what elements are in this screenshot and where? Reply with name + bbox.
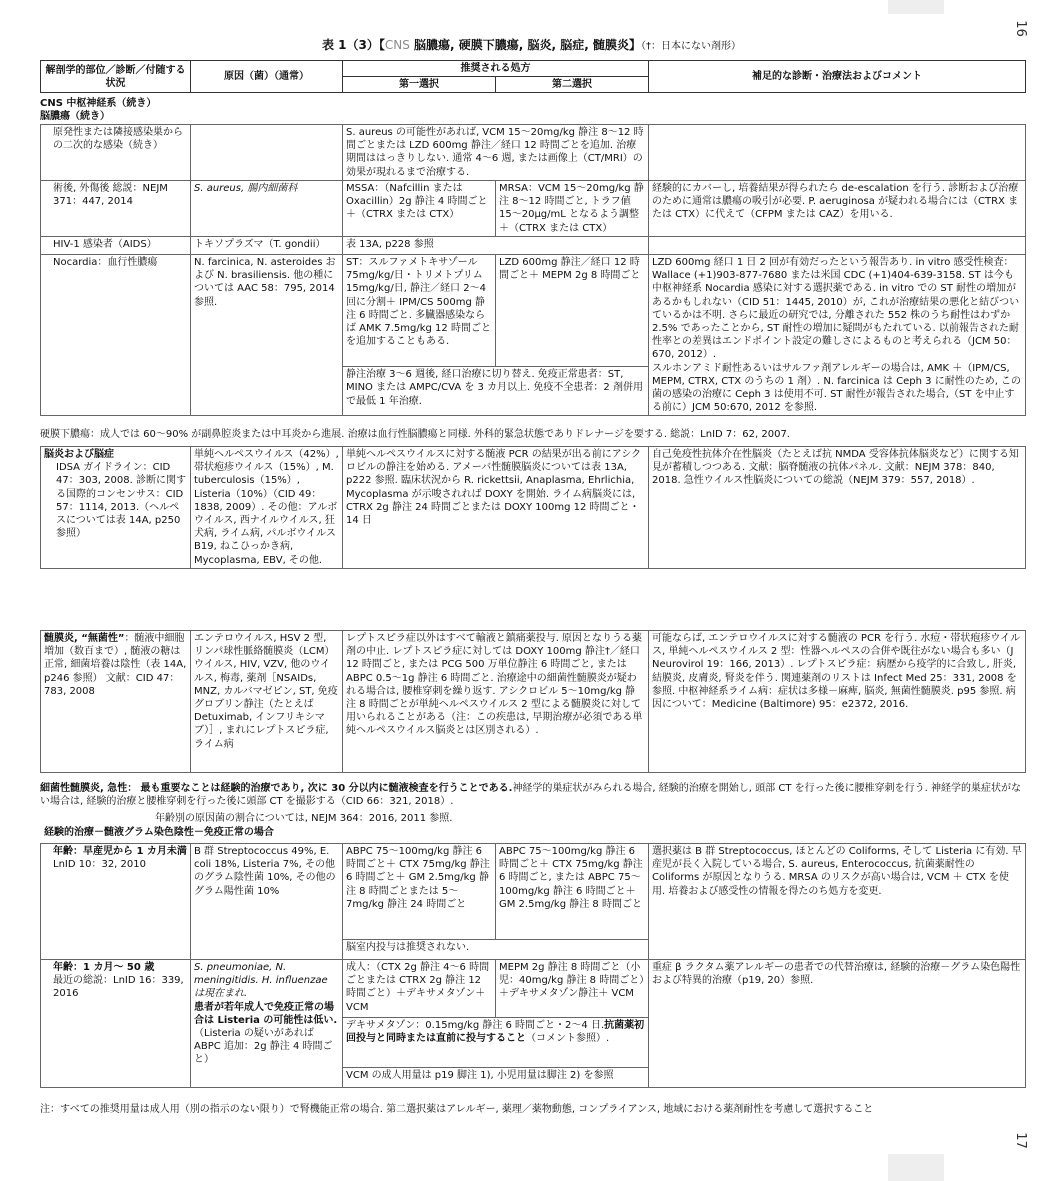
row-first-choice: MSSA：（Nafcillin または Oxacillin）2g 静注 4 時間ごと ＋（CTRX または CTX） [343,181,496,237]
bacterial-lead: 細菌性髄膜炎, 急性： [40,783,138,794]
cause-organisms: S. pneumoniae, N. meningitidis. H. influenzae は現在まれ. [194,962,328,1000]
row-site-title: 年齢：早産児から 1 カ月未満 [53,846,187,857]
row-regimen: 単純ヘルペスウイルスに対する髄液 PCR の結果が出る前にアシクロビルの静注を始める. アメーバ性髄膜脳炎については表 13A, p222 参照. 臨床状況から R. rickettsii, Anaplasma, Ehrlichia, Mycoplasma が示唆されれば DOXY を開始. ライム病脳炎には, CTRX 2g 静注 24 時間ごとまたは DOXY 100mg 12 時間ごと・14 日 [343,447,649,569]
bacterial-emphasis: 最も重要なことは経験的治療であり, 次に 30 分以内に髄液検査を行うことである. [140,783,513,794]
row-regimen: レプトスピラ症以外はすべて輸液と鎮痛薬投与. 原因となりうる薬剤の中止. レプトスピラ症に対しては DOXY 100mg 静注†／経口 12 時間ごと, または PCG 500 万単位静注 6 時間ごと, または ABPC 0.5～1g 静注 6 時間ごと. 治療途中の細菌性髄膜炎が疑われる場合は, 腰椎穿刺を繰り返す. アシクロビル 5～10mg/kg 静注 8 時間ごとが単純ヘルペスウイルス 2 型による髄膜炎に対して用いられることがある（注：この疾患は, 早期治療が必須である単純ヘルペスウイルス脳炎とは区別される）. [343,631,649,773]
row-first-choice: 成人：（CTX 2g 静注 4～6 時間ごとまたは CTRX 2g 静注 12 時間ごと）＋デキサメタゾン＋ VCM [343,960,496,1018]
aseptic-meningitis-table [40,630,1026,773]
row-site-title: 脳炎および脳症 [44,449,114,460]
table-row [41,237,1026,255]
footnote: 注：すべての推奨用量は成人用（別の指示のない限り）で腎機能正常の場合. 第二選択薬はアレルギー, 薬理／薬物動態, コンプライアンス, 地域における薬剤耐性を考慮して選択すること [40,1104,874,1115]
row-site [41,631,191,773]
row-dexamethasone [343,1018,649,1068]
bottom-page-tab [888,1154,944,1181]
title-prefix: 表 1（3）【 [322,38,385,52]
title-cns: CNS [384,38,410,52]
comment-part-1: LZD 600mg 経口 1 日 2 回が有効だったという報告あり. in vitro 感受性検査：Wallace (+1)903-877-7680 または米国 CDC (+1)404-639-3158. ST は今も中枢神経系 Nocardia 感染に対する選択薬である. in vitro での ST 耐性の増加があるかもしれない（CID 51：1445, 2010）が, これが治療結果の悪化と結びついているかは不明. さらに最近の研究では, 分離された 552 株のうち耐性はわずか 2.5% であったことから, ST 耐性の増加に疑問がもたれている. 以前報告された耐性率との差異はエンドポイント設定の難しさによるものと考えられる（JCM 50：670, 2012）. [652,257,1020,361]
section-subheading-abscess: 脳膿瘍（続き） [40,111,110,122]
table-row [41,844,1026,940]
row-cause: N. farcinica, N. asteroides および N. brasiliensis. 他の種については AAC 58：795, 2014 参照. [191,255,343,416]
row-site [41,844,191,960]
row-site-detail: 最近の総説：LnID 16：339, 2016 [53,975,184,1000]
row-second-choice: ABPC 75～100mg/kg 静注 6 時間ごと＋ CTX 75mg/kg 静注 6 時間ごと, または ABPC 75～100mg/kg 静注 6 時間ごと＋ GM 2.5mg/kg 静注 8 時間ごと [496,844,649,940]
encephalitis-table [40,446,1026,569]
title-note: （†：日本にない剤形） [641,41,741,52]
row-second-choice: MRSA：VCM 15～20mg/kg 静注 8～12 時間ごと, トラフ値 15～20μg/mL となるよう調整＋（CTRX または CTX） [496,181,649,237]
table-title [0,38,1063,54]
table-row [41,447,1026,569]
cause-listeria-addon: （Listeria の疑いがあれば ABPC 追加：2g 静注 4 時間ごと） [194,1027,333,1066]
row-site: HIV-1 感染者（AIDS） [41,237,191,255]
title-main: 脳膿瘍, 硬膜下膿瘍, 脳炎, 脳症, 髄膜炎】 [409,38,641,52]
row-comment [649,237,1026,255]
header-regimen: 推奨される処方 [343,61,649,77]
row-site: Nocardia：血行性膿瘍 [41,255,191,416]
table-row [41,631,1026,773]
brain-abscess-table [40,124,1026,416]
table-row [41,181,1026,237]
page-number-top: 16 [1012,20,1028,37]
section-heading-cns: CNS 中枢神経系（続き） [40,98,157,109]
row-vcm-note: VCM の成人用量は p19 脚注 1), 小児用量は脚注 2) を参照 [343,1068,649,1088]
row-cause: S. aureus, 腸内細菌科 [191,181,343,237]
row-site [41,960,191,1088]
bacterial-subheading: 経験的治療－髄液グラム染色陰性－免疫正常の場合 [44,827,274,838]
row-comment: 選択薬は B 群 Streptococcus, ほとんどの Coliforms, そして Listeria に有効. 早産児が長く入院している場合, S. aureus, Enterococcus, 抗菌薬耐性の Coliforms が原因となりうる. MRSA のリスクが高い場合は, VCM ＋ CTX を使用. 培養および感受性の情報を得たのち処方を変更. [649,844,1026,960]
table-row [41,125,1026,181]
row-first-choice: ABPC 75～100mg/kg 静注 6 時間ごと＋ CTX 75mg/kg 静注 6 時間ごと＋ GM 2.5mg/kg 静注 8 時間ごとまたは 5～7mg/kg 静注 24 時間ごと [343,844,496,940]
dexa-dose: デキサメタゾン：0.15mg/kg 静注 6 時間ごと・2～4 日. [346,1020,605,1031]
row-cause [191,960,343,1088]
header-site: 解剖学的部位／診断／付随する状況 [41,61,191,93]
table-row [41,960,1026,1018]
dexa-timing: 抗菌薬初回投与と同時または直前に投与すること [346,1020,645,1045]
row-first-choice: ST：スルファメトキサゾール 75mg/kg/日・トリメトプリム 15mg/kg/日, 静注／経口 2～4 回に分割＋ IPM/CS 500mg 静注 6 時間ごと. 多臓器感染ならば AMK 7.5mg/kg 12 時間ごとを追加することもある. [343,255,496,367]
row-comment [649,125,1026,181]
header-cause: 原因（菌）（通常） [191,61,343,93]
page-number-bottom: 17 [1012,1132,1028,1149]
row-cause: 単純ヘルペスウイルス（42%）, 帯状疱疹ウイルス（15%）, M. tuberculosis（15%）, Listeria（10%）（CID 49：1838, 2009）. その他：アルボウイルス, 西ナイルウイルス, 狂犬病, ライム病, パルボウイルス B19, ねこひっかき病, Mycoplasma, EBV, その他. [191,447,343,569]
row-cause [191,125,343,181]
row-site-title: 年齢：1 カ月～ 50 歳 [53,962,155,973]
subdural-empyema-note: 硬膜下膿瘍：成人では 60～90% が副鼻腔炎または中耳炎から進展. 治療は血行性脳膿瘍と同様. 外科的緊急状態でありドレナージを要する. 総説：LnID 7：62, 2007. [40,429,790,440]
header-first-choice: 第一選択 [343,77,496,93]
bacterial-age-reference: 年齢別の原因菌の割合については, NEJM 364：2016, 2011 参照. [155,813,453,824]
row-site: 術後, 外傷後 総説：NEJM 371：447, 2014 [41,181,191,237]
bacterial-meningitis-intro [40,782,1025,808]
row-regimen-note: 脳室内投与は推奨されない. [343,940,649,960]
row-site-detail: LnID 10：32, 2010 [53,859,146,871]
bacterial-rest: 神経学的巣症状がみられる場合, 経験的治療を開始し, 頭部 CT を行った後に腰椎穿刺を行う. 神経学的巣症状がない場合は, 経験的治療と腰椎穿刺を行った後に頭部 CT を撮影する（CID 66：321, 2018）. [40,783,1021,808]
table-header [40,60,1026,93]
row-site-detail: IDSA ガイドライン：CID 47：303, 2008. 診断に関する国際的コンセンサス：CID 57：1114, 2013.（ヘルペスについては表 14A, p250 参照） [56,462,186,540]
top-page-tab [888,0,944,14]
bacterial-meningitis-table [40,843,1026,1088]
row-comment: 可能ならば, エンテロウイルスに対する髄液の PCR を行う. 水痘・帯状疱疹ウイルス, 単純ヘルペスウイルス 2 型：性器ヘルペスの合併や既往がない場合も多い（J Neurovirol 19：166, 2013）. レプトスピラ症：病歴から疫学的に合致し, 肝炎, 結膜炎, 皮膚炎, 腎炎を伴う. 関連薬剤のリストは Infect Med 25：331, 2008 を参照. 中枢神経系ライム病：症状は多様－麻痺, 脳炎, 無菌性髄膜炎. p95 参照. 病因について：Medicine (Baltimore) 95：e2372, 2016. [649,631,1026,773]
row-cause: エンテロウイルス, HSV 2 型, リンパ球性脈絡髄膜炎（LCM）ウイルス, HIV, VZV, 他のウイルス, 梅毒, 薬剤［NSAIDs, MNZ, カルバマゼピン, ST, 免疫グロブリン静注（たとえば Detuximab, インフリキシマブ）］, まれにレプトスピラ症, ライム病 [191,631,343,773]
row-cause: トキソプラズマ（T. gondii） [191,237,343,255]
row-site: 原発性または隣接感染巣からの二次的な感染（続き） [41,125,191,181]
row-regimen-followup: 静注治療 3～6 週後, 経口治療に切り替え. 免疫正常患者：ST, MINO または AMPC/CVA を 3 カ月以上. 免疫不全患者：2 剤併用で最低 1 年治療. [343,367,649,416]
comment-part-2: スルホンアミド耐性あるいはサルファ剤アレルギーの場合は, AMK ＋（IPM/CS, MEPM, CTRX, CTX のうちの 1 剤）. N. farcinica は Ceph 3 に耐性のため, この菌の感染の治療に Ceph 3 は使用不可. ST 耐性が報告された場合,（ST を中止する前に）JCM 50:670, 2012 を参照. [652,362,1022,414]
row-cause: B 群 Streptococcus 49%, E. coli 18%, Listeria 7%, その他のグラム陰性菌 10%, その他のグラム陽性菌 10% [191,844,343,960]
table-row [41,255,1026,367]
row-comment: 重症 β ラクタム薬アレルギーの患者での代替治療は, 経験的治療－グラム染色陽性および特異的治療（p19, 20）参照. [649,960,1026,1088]
row-comment: 自己免疫性抗体介在性脳炎（たとえば抗 NMDA 受容体抗体脳炎など）に関する知見が蓄積しつつある. 文献：脳脊髄液の抗体パネル. 文献：NEJM 378：840, 2018. 急性ウイルス性脳炎についての総説（NEJM 379：557, 2018）. [649,447,1026,569]
row-site-detail: ：髄液中細胞増加（数百まで）, 髄液の糖は正常, 細菌培養は陰性（表 14A, p246 参照） 文献：CID 47：783, 2008 [44,633,187,697]
row-second-choice: MEPM 2g 静注 8 時間ごと（小児：40mg/kg 静注 8 時間ごと）＋デキサメタゾン静注＋ VCM [496,960,649,1018]
row-second-choice: LZD 600mg 静注／経口 12 時間ごと＋ MEPM 2g 8 時間ごと [496,255,649,367]
cause-listeria-note: 患者が若年成人で免疫正常の場合は Listeria の可能性は低い. [194,1001,338,1026]
row-regimen: 表 13A, p228 参照 [343,237,649,255]
row-comment [649,255,1026,416]
row-site-title: 髄膜炎, “無菌性” [44,633,125,644]
header-second-choice: 第二選択 [496,77,649,93]
dexa-tail: （コメント参照）. [526,1033,610,1045]
header-comments: 補足的な診断・治療法およびコメント [649,61,1026,93]
row-site [41,447,191,569]
row-regimen: S. aureus の可能性があれば, VCM 15～20mg/kg 静注 8～12 時間ごとまたは LZD 600mg 静注／経口 12 時間ごとを追加. 治療期間ははっきりしない. 通常 4～6 週, または画像上（CT/MRI）の効果が現れるまで治療する. [343,125,649,181]
row-comment: 経験的にカバーし, 培養結果が得られたら de-escalation を行う. 診断および治療のために通常は膿瘍の吸引が必要. P. aeruginosa が疑われる場合には（CTRX または CTX）に代えて（CFPM または CAZ）を用いる. [649,181,1026,237]
